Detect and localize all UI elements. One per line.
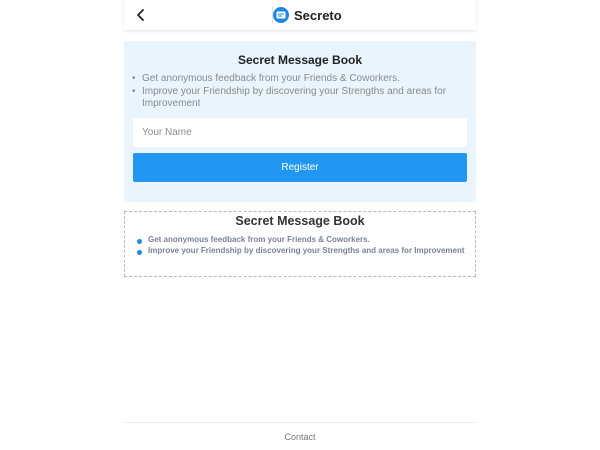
info-box-title: Secret Message Book — [235, 214, 365, 228]
info-box-bullets — [136, 235, 466, 256]
info-box — [124, 211, 476, 277]
register-card — [124, 41, 476, 202]
list-item — [136, 246, 466, 257]
list-item: • Improve your Friendship by discovering your Strengths and areas for Improvement — [132, 86, 462, 111]
bullet-dot-icon — [137, 239, 142, 244]
name-input[interactable] — [133, 118, 467, 147]
contact-link[interactable]: Contact — [284, 432, 316, 442]
message-bubble-icon — [273, 7, 289, 23]
register-button[interactable]: Register — [133, 153, 467, 182]
list-item: • Get anonymous feedback from your Friends & Coworkers. — [132, 73, 462, 86]
chevron-left-icon — [136, 9, 146, 21]
bullet-dot-icon — [137, 250, 142, 255]
brand[interactable] — [273, 5, 342, 25]
top-navbar — [124, 0, 476, 30]
brand-name: Secreto — [294, 7, 342, 23]
register-card-bullets — [132, 73, 462, 111]
back-button[interactable] — [132, 6, 150, 24]
list-item — [136, 235, 466, 246]
footer-divider — [124, 422, 476, 423]
list-item-text: Improve your Friendship by discovering your Strengths and areas for Improvement — [148, 245, 465, 255]
register-card-title: Secret Message Book — [237, 53, 363, 67]
list-item-text: Get anonymous feedback from your Friends & Coworkers. — [148, 235, 370, 244]
